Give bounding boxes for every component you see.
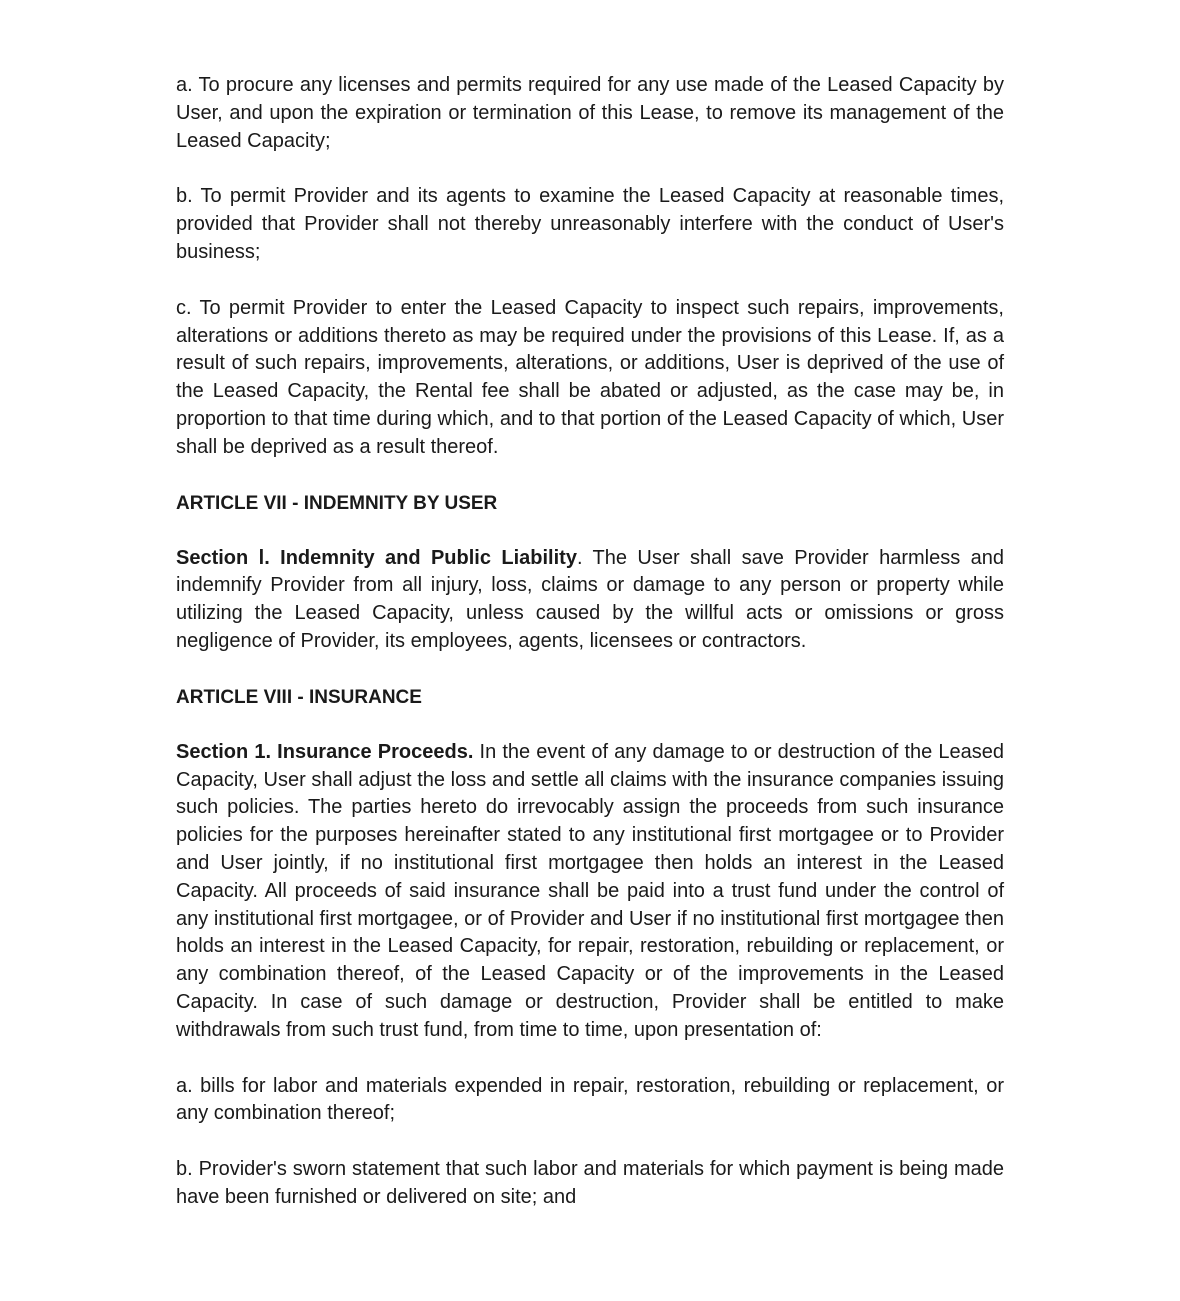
section-title: Section l. Indemnity and Public Liability xyxy=(176,546,577,569)
item-b-sworn-statement: b. Provider's sworn statement that such labor and materials for which payment is being made have been furnished or delivered on site; and xyxy=(176,1158,1004,1208)
paragraph-a-licenses: a. To procure any licenses and permits required for any use made of the Leased Capacity by User, and upon the expiration or termination of this Lease, to remove its management of the Leased Capacity; xyxy=(176,74,1004,152)
article-viii-section-1 xyxy=(176,739,1004,1045)
article-vii-heading: ARTICLE VII - INDEMNITY BY USER xyxy=(176,492,498,514)
article-vii-section-1 xyxy=(176,545,1004,656)
section-title: Section 1. Insurance Proceeds. xyxy=(176,740,474,763)
item-a-bills: a. bills for labor and materials expended in repair, restoration, rebuilding or replacement, or any combination thereof; xyxy=(176,1074,1004,1125)
document-page xyxy=(176,72,1004,1212)
section-body: . The User shall save Provider harmless and indemnify Provider from all injury, loss, claims or damage to any person or property while utilizing the Leased Capacity, unless caused by the willful acts or omissions or gross negligence of Provider, its employees, agents, licensees or contractors. xyxy=(176,546,1005,652)
paragraph-b-examine: b. To permit Provider and its agents to examine the Leased Capacity at reasonable times, provided that Provider shall not thereby unreasonably interfere with the conduct of User's business; xyxy=(176,185,1004,263)
article-viii-heading: ARTICLE VIII - INSURANCE xyxy=(176,686,422,708)
section-body: In the event of any damage to or destruction of the Leased Capacity, User shall adjust the loss and settle all claims with the insurance companies issuing such policies. The parties hereto do irrevocably assign the proceeds from such insurance policies for the purposes hereinafter stated to any institutional first mortgagee or to Provider and User jointly, if no institutional first mortgagee then holds an interest in the Leased Capacity. All proceeds of said insurance shall be paid into a trust fund under the control of any institutional first mortgagee, or of Provider and User if no institutional first mortgagee then holds an interest in the Leased Capacity, for repair, restoration, rebuilding or replacement, or any combination thereof, of the Leased Capacity or of the improvements in the Leased Capacity. In case of such damage or destruction, Provider shall be entitled to make withdrawals from such trust fund, from time to time, upon presentation of: xyxy=(176,740,1004,1041)
paragraph-c-inspect: c. To permit Provider to enter the Leased Capacity to inspect such repairs, improvements, alterations or additions thereto as may be required under the provisions of this Lease. If, as a result of such repairs, improvements, alterations, or additions, User is deprived of the use of the Leased Capacity, the Rental fee shall be abated or adjusted, as the case may be, in proportion to that time during which, and to that portion of the Leased Capacity of which, User shall be deprived as a result thereof. xyxy=(176,296,1004,458)
